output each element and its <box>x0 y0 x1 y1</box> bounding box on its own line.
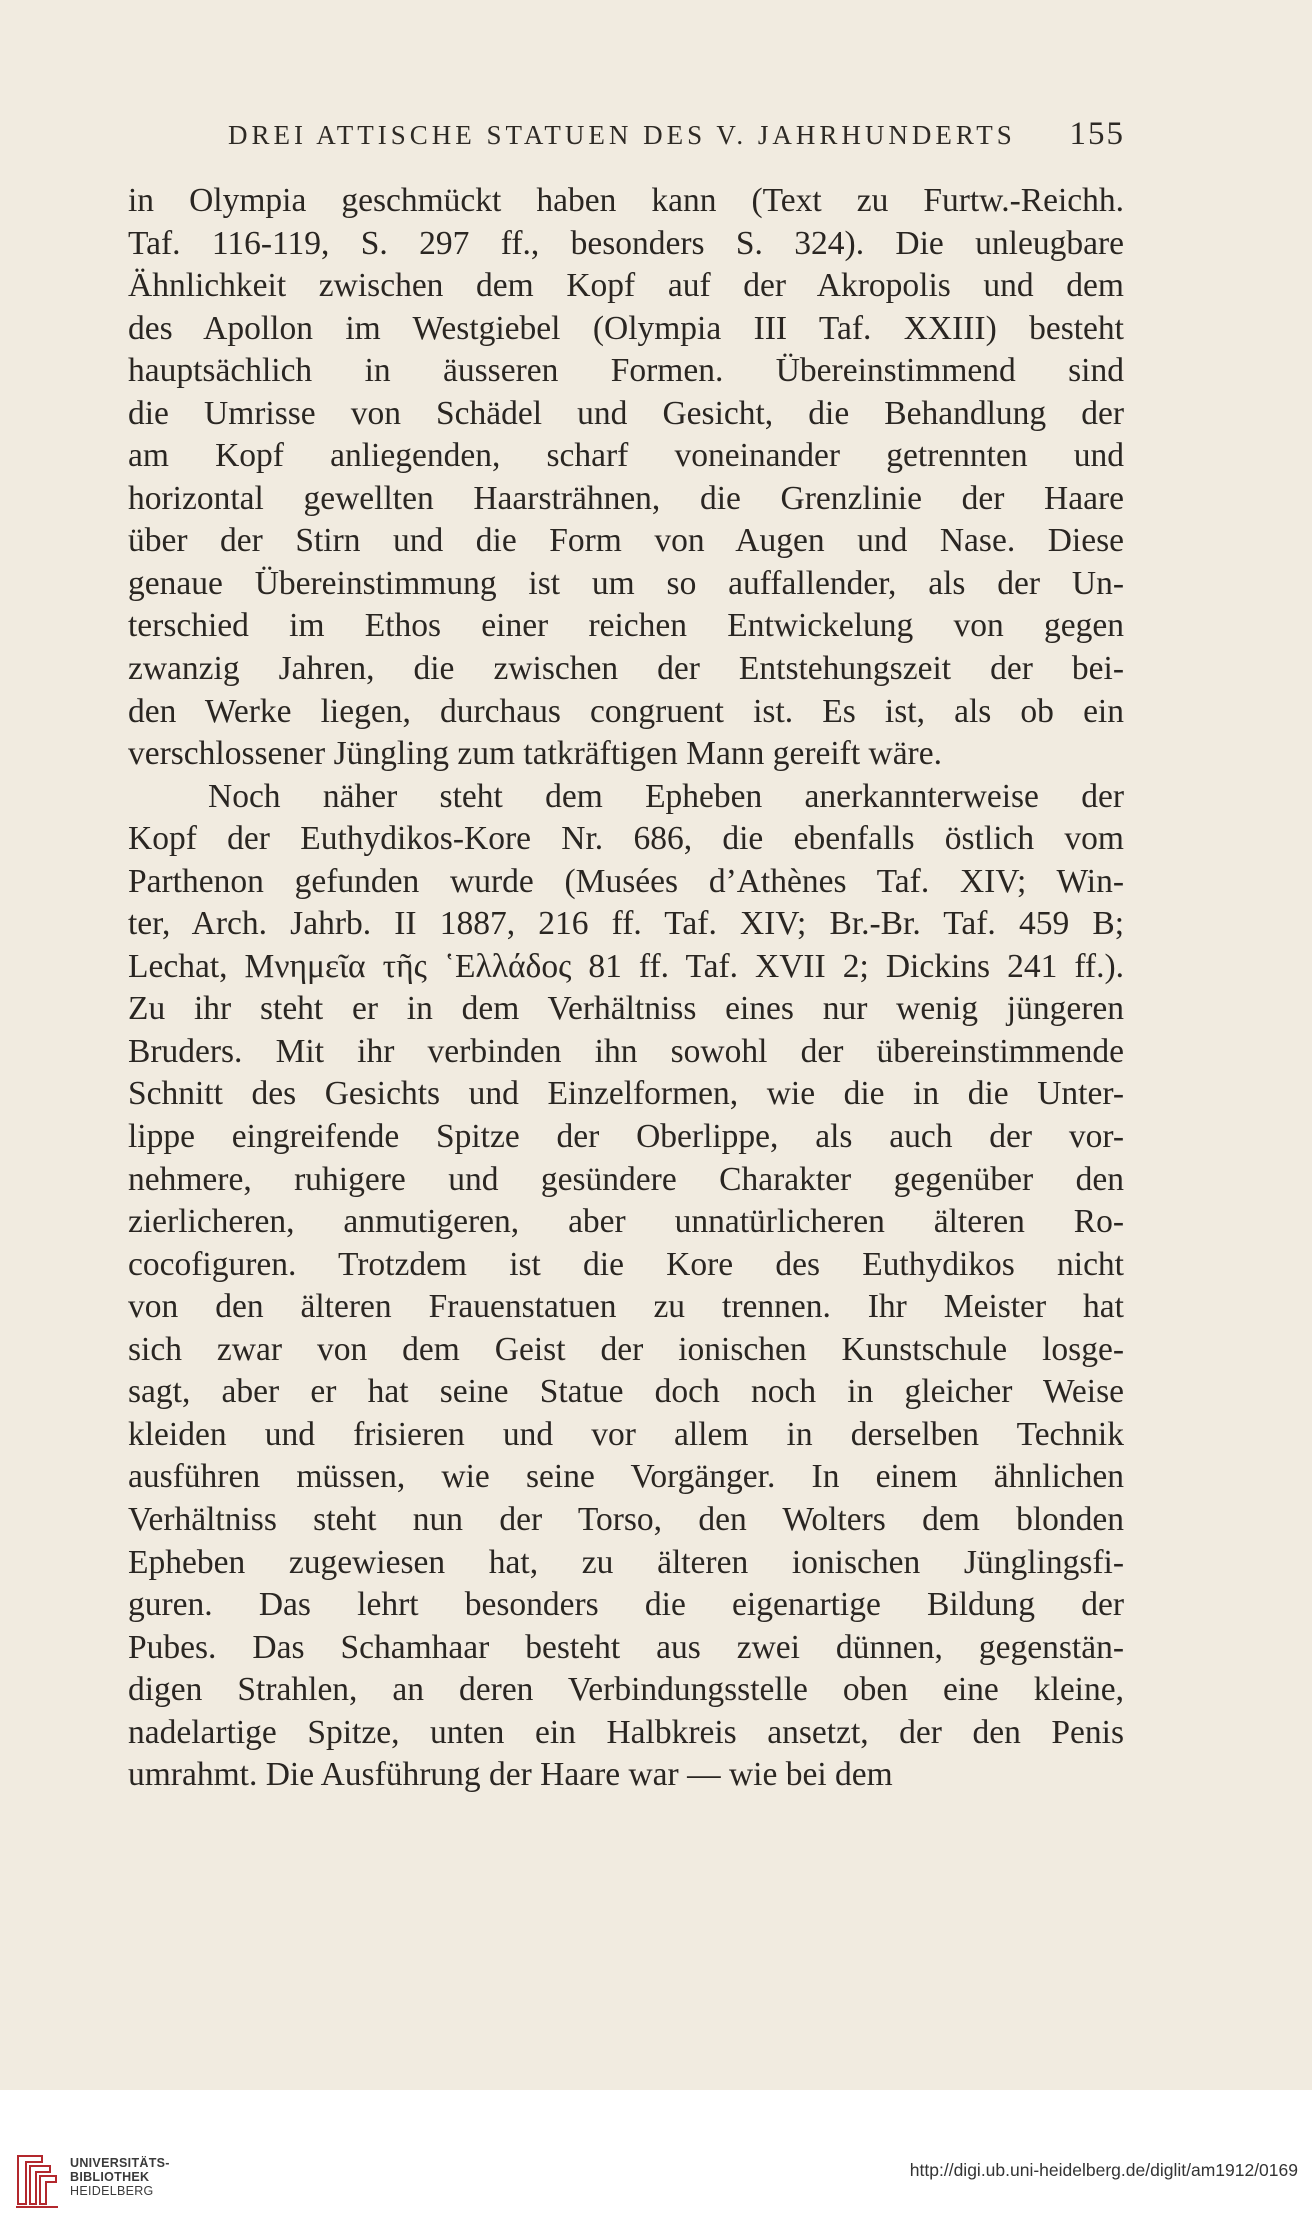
text-line: Lechat, Μνημεῖα τῆς ῾Ελλάδος 81 ff. Taf. XVII 2; Dickins 241 ff.). <box>128 947 1124 985</box>
text-line: Bruders. Mit ihr verbinden ihn sowohl der übereinstimmende <box>128 1032 1124 1070</box>
text-line: Kopf der Euthydikos-Kore Nr. 686, die ebenfalls östlich vom <box>128 820 1124 858</box>
text-line: über der Stirn und die Form von Augen und Nase. Diese <box>128 522 1124 560</box>
text-line: am Kopf anliegenden, scharf voneinander getrennten und <box>128 437 1124 475</box>
text-line: ausführen müssen, wie seine Vorgänger. In einem ähnlichen <box>128 1458 1124 1496</box>
page-number: 155 <box>1069 116 1125 152</box>
footer <box>0 2090 1312 2226</box>
text-line: lippe eingreifende Spitze der Oberlippe, als auch der vor- <box>128 1118 1124 1156</box>
library-name-line: BIBLIOTHEK <box>70 2170 150 2184</box>
body-text <box>128 180 1124 1797</box>
text-line: horizontal gewellten Haarsträhnen, die Grenzlinie der Haare <box>128 479 1124 517</box>
text-line: hauptsächlich in äusseren Formen. Übereinstimmend sind <box>128 352 1124 390</box>
text-line: die Umrisse von Schädel und Gesicht, die Behandlung der <box>128 394 1124 432</box>
text-line: Schnitt des Gesichts und Einzelformen, wie die in die Unter- <box>128 1075 1124 1113</box>
text-line: nadelartige Spitze, unten ein Halbkreis ansetzt, der den Penis <box>128 1713 1124 1751</box>
text-line: Taf. 116-119, S. 297 ff., besonders S. 324). Die unleugbare <box>128 224 1124 262</box>
text-line: Epheben zugewiesen hat, zu älteren ionischen Jünglingsfi- <box>128 1543 1124 1581</box>
text-line: des Apollon im Westgiebel (Olympia III Taf. XXIII) besteht <box>128 309 1124 347</box>
text-line: genaue Übereinstimmung ist um so auffallender, als der Un- <box>128 564 1124 602</box>
text-line: Parthenon gefunden wurde (Musées d’Athènes Taf. XIV; Win- <box>128 862 1124 900</box>
source-url-link[interactable]: http://digi.ub.uni-heidelberg.de/diglit/am1912/0169 <box>909 2160 1298 2180</box>
text-line: guren. Das lehrt besonders die eigenartige Bildung der <box>128 1586 1124 1624</box>
running-header <box>125 116 1125 160</box>
text-line: ter, Arch. Jahrb. II 1887, 216 ff. Taf. XIV; Br.-Br. Taf. 459 B; <box>128 905 1124 943</box>
university-library-logo <box>12 2150 60 2210</box>
text-line: umrahmt. Die Ausführung der Haare war — wie bei dem <box>128 1756 893 1794</box>
library-name-line: HEIDELBERG <box>70 2184 154 2198</box>
library-name-line: UNIVERSITÄTS- <box>70 2156 170 2170</box>
text-line: zierlicheren, anmutigeren, aber unnatürlicheren älteren Ro- <box>128 1203 1124 1241</box>
text-line: in Olympia geschmückt haben kann (Text zu Furtw.-Reichh. <box>128 182 1124 219</box>
text-line: sich zwar von dem Geist der ionischen Kunstschule losge- <box>128 1330 1124 1368</box>
text-line: Ähnlichkeit zwischen dem Kopf auf der Akropolis und dem <box>128 267 1124 305</box>
running-title: DREI ATTISCHE STATUEN DES V. JAHRHUNDERTS <box>228 120 1016 150</box>
text-line: von den älteren Frauenstatuen zu trennen. Ihr Meister hat <box>128 1288 1124 1326</box>
text-line: den Werke liegen, durchaus congruent ist. Es ist, als ob ein <box>128 692 1124 730</box>
text-line: sagt, aber er hat seine Statue doch noch in gleicher Weise <box>128 1373 1124 1411</box>
text-line: cocofiguren. Trotzdem ist die Kore des Euthydikos nicht <box>128 1245 1124 1283</box>
text-line: Noch näher steht dem Epheben anerkannterweise der <box>208 777 1124 815</box>
text-line: digen Strahlen, an deren Verbindungsstelle oben eine kleine, <box>128 1671 1124 1709</box>
text-line: kleiden und frisieren und vor allem in derselben Technik <box>128 1415 1124 1453</box>
text-line: zwanzig Jahren, die zwischen der Entstehungszeit der bei- <box>128 650 1124 688</box>
text-line: Pubes. Das Schamhaar besteht aus zwei dünnen, gegenstän- <box>128 1628 1124 1666</box>
text-line: nehmere, ruhigere und gesündere Charakter gegenüber den <box>128 1160 1124 1198</box>
library-name <box>70 2156 170 2198</box>
text-line: terschied im Ethos einer reichen Entwickelung von gegen <box>128 607 1124 645</box>
text-line: verschlossener Jüngling zum tatkräftigen Mann gereift wäre. <box>128 735 942 773</box>
text-line: Verhältniss steht nun der Torso, den Wolters dem blonden <box>128 1500 1124 1538</box>
text-line: Zu ihr steht er in dem Verhältniss eines nur wenig jüngeren <box>128 990 1124 1028</box>
